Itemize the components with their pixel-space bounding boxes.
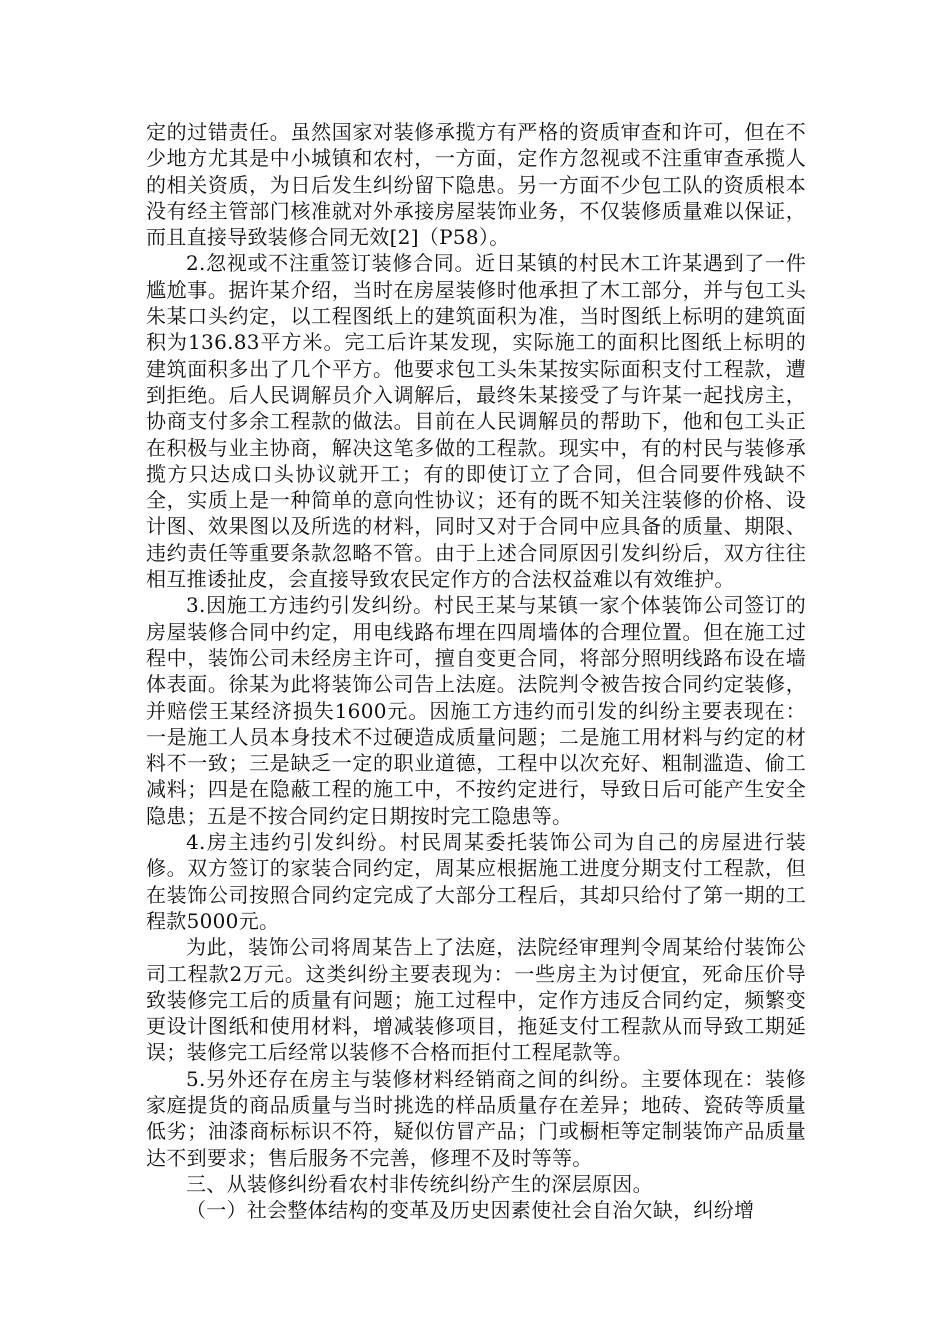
body-text — [146, 119, 806, 1223]
paragraph-continuation: 定的过错责任。虽然国家对装修承揽方有严格的资质审查和许可，但在不少地方尤其是中小城镇和农村，一方面，定作方忽视或不注重审查承揽人的相关资质，为日后发生纠纷留下隐患。另一方面不少包工队的资质根本没有经主管部门核准就对外承接房屋装饰业务，不仅装修质量难以保证，而且直接导致装修合同无效[2]（P58）。 — [146, 120, 806, 250]
paragraph-item-4-continued: 为此，装饰公司将周某告上了法庭，法院经审理判令周某给付装饰公司工程款2万元。这类纠纷主要表现为：一些房主为讨便宜，死命压价导致装修完工后的质量有问题；施工过程中，定作方违反合同约定，频繁变更设计图纸和使用材料，增减装修项目，拖延支付工程款从而导致工期延误；装修完工后经常以装修不合格而拒付工程尾款等。 — [146, 935, 806, 1065]
section-heading-3: 三、从装修纠纷看农村非传统纠纷产生的深层原因。 — [186, 1171, 653, 1196]
paragraph-item-4: 4.房主违约引发纠纷。村民周某委托装饰公司为自己的房屋进行装修。双方签订的家装合同约定，周某应根据施工进度分期支付工程款，但在装饰公司按照合同约定完成了大部分工程后，其却只给付了第一期的工程款5000元。 — [146, 830, 806, 933]
paragraph-item-2: 2.忽视或不注重签订装修合同。近日某镇的村民木工许某遇到了一件尴尬事。据许某介绍，当时在房屋装修时他承担了木工部分，并与包工头朱某口头约定，以工程图纸上的建筑面积为准，当时图纸上标明的建筑面积为136.83平方米。完工后许某发现，实际施工的面积比图纸上标明的建筑面积多出了几个平方。他要求包工头朱某按实际面积支付工程款，遭到拒绝。后人民调解员介入调解后，最终朱某接受了与许某一起找房主，协商支付多余工程款的做法。目前在人民调解员的帮助下，他和包工头正在积极与业主协商，解决这笔多做的工程款。现实中，有的村民与装修承揽方只达成口头协议就开工；有的即使订立了合同，但合同要件残缺不全，实质上是一种简单的意向性协议；还有的既不知关注装修的价格、设计图、效果图以及所选的材料，同时又对于合同中应具备的质量、期限、违约责任等重要条款忽略不管。由于上述合同原因引发纠纷后，双方往往相互推诿扯皮，会直接导致农民定作方的合法权益难以有效维护。 — [146, 251, 806, 592]
paragraph-item-3: 3.因施工方违约引发纠纷。村民王某与某镇一家个体装饰公司签订的房屋装修合同中约定，用电线路布埋在四周墙体的合理位置。但在施工过程中，装饰公司未经房主许可，擅自变更合同，将部分照明线路布设在墙体表面。徐某为此将装饰公司告上法庭。法院判令被告按合同约定装修，并赔偿王某经济损失1600元。因施工方违约而引发的纠纷主要表现在：一是施工人员本身技术不过硬造成质量问题；二是施工用材料与约定的材料不一致；三是缺乏一定的职业道德，工程中以次充好、粗制滥造、偷工减料；四是在隐蔽工程的施工中，不按约定进行，导致日后可能产生安全隐患；五是不按合同约定日期按时完工隐患等。 — [146, 593, 806, 828]
paragraph-item-5: 5.另外还存在房主与装修材料经销商之间的纠纷。主要体现在：装修家庭提货的商品质量与当时挑选的样品质量存在差异；地砖、瓷砖等质量低劣；油漆商标标识不符，疑似仿冒产品；门或橱柜等定制装饰产品质量达不到要求；售后服务不完善，修理不及时等等。 — [146, 1066, 806, 1170]
subsection-heading-1: （一）社会整体结构的变革及历史因素使社会自治欠缺，纠纷增 — [186, 1198, 755, 1223]
